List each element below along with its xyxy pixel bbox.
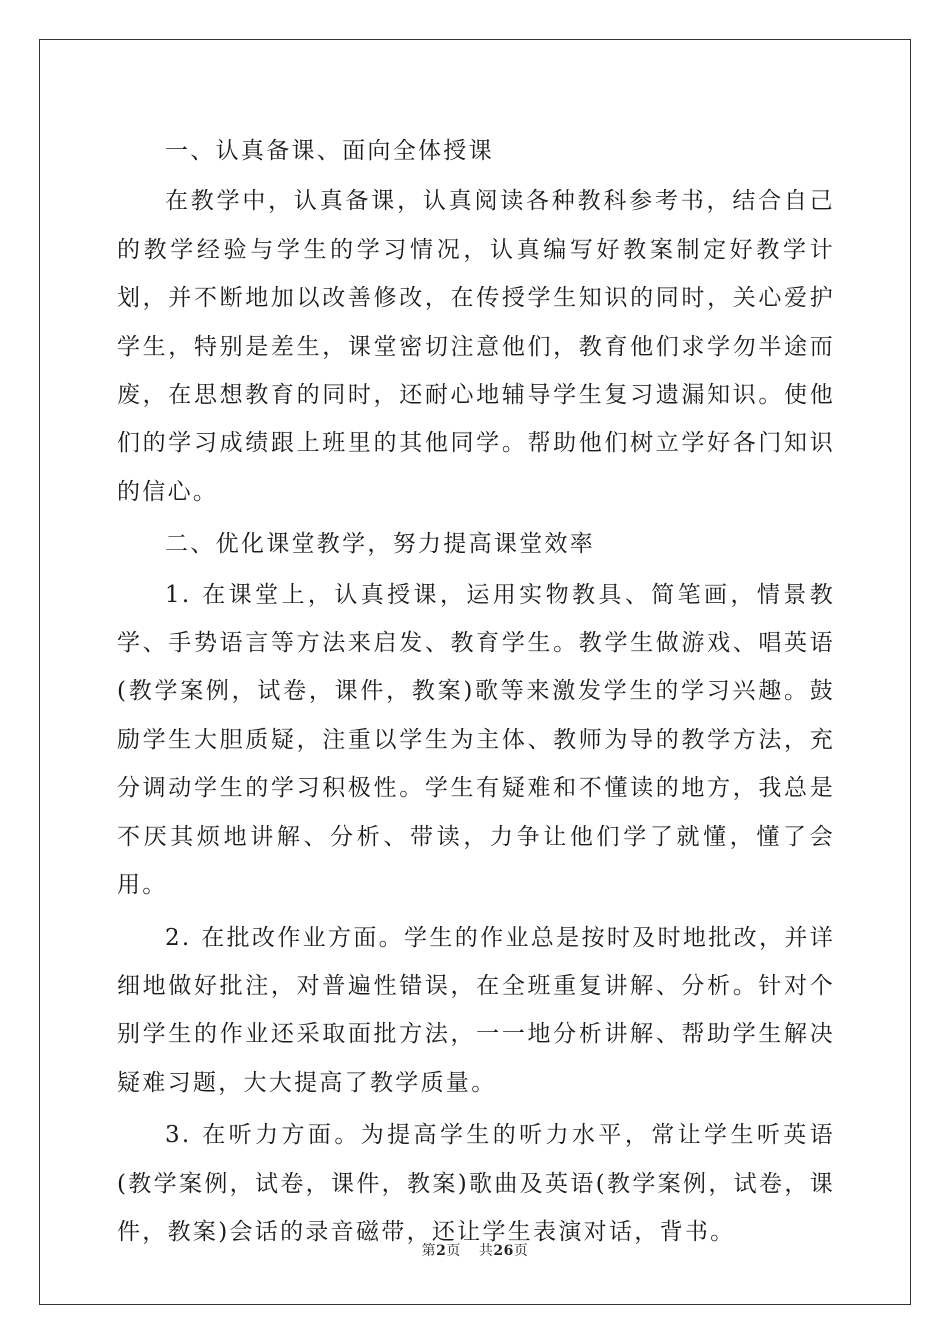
page-current: 2 xyxy=(436,1243,447,1259)
paragraph-3: 2. 在批改作业方面。学生的作业总是按时及时地批改，并详细地做好批注，对普遍性错误，在全班重复讲解、分析。针对个别学生的作业还采取面批方法，一一地分析讲解、帮助学生解决疑难习题，大大提高了教学质量。 xyxy=(117,924,835,1096)
total-prefix: 共 xyxy=(478,1243,494,1259)
section-heading-2: 二、优化课堂教学，努力提高课堂效率 xyxy=(165,531,596,558)
paragraph-2: 1. 在课堂上，认真授课，运用实物教具、简笔画，情景教学、手势语言等方法来启发、教育学生。教学生做游戏、唱英语(教学案例，试卷，课件，教案)歌等来激发学生的学习兴趣。鼓励学生大胆质疑，注重以学生为主体、教师为导的教学方法，充分调动学生的学习积极性。学生有疑难和不懂读的地方，我总是不厌其烦地讲解、分析、带读，力争让他们学了就懂，懂了会用。 xyxy=(117,581,835,899)
page-prefix: 第 xyxy=(421,1243,437,1259)
paragraph-4: 3. 在听力方面。为提高学生的听力水平，常让学生听英语(教学案例，试卷，课件，教案)歌曲及英语(教学案例，试卷，课件，教案)会话的录音磁带，还让学生表演对话，背书。 xyxy=(117,1122,835,1245)
page-footer xyxy=(0,1240,950,1260)
page-suffix: 页 xyxy=(446,1243,461,1259)
total-suffix: 页 xyxy=(513,1243,529,1259)
document-body xyxy=(117,127,835,1260)
section-heading-1: 一、认真备课、面向全体授课 xyxy=(165,138,494,164)
page-total: 26 xyxy=(493,1243,514,1259)
paragraph-1: 在教学中，认真备课，认真阅读各种教科参考书，结合自己的教学经验与学生的学习情况，认真编写好教案制定好教学计划，并不断地加以改善修改，在传授学生知识的同时，关心爱护学生，特别是差生，课堂密切注意他们，教育他们求学勿半途而废，在思想教育的同时，还耐心地辅导学生复习遗漏知识。使他们的学习成绩跟上班里的其他同学。帮助他们树立学好各门知识的信心。 xyxy=(117,188,835,505)
